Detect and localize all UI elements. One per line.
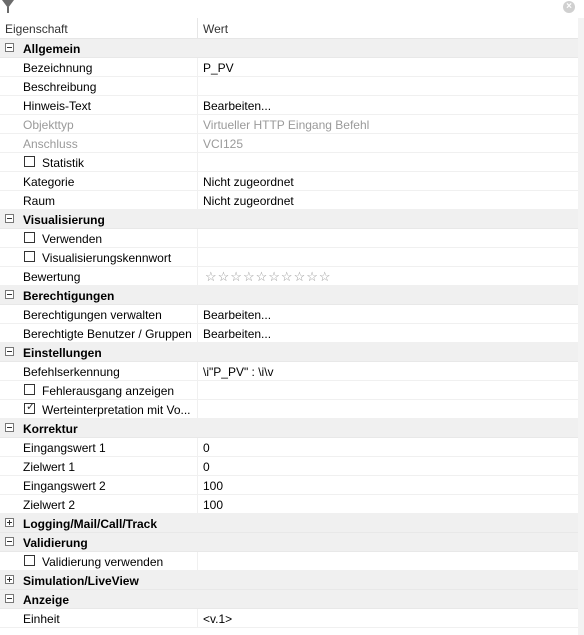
category-label: Allgemein (23, 42, 81, 56)
property-row[interactable] (0, 115, 578, 134)
property-row[interactable] (0, 381, 578, 400)
toolbar (0, 0, 584, 17)
property-row[interactable] (0, 305, 578, 324)
property-value[interactable]: 0 (203, 460, 210, 474)
property-name: Bewertung (23, 270, 81, 284)
property-name: Werteinterpretation mit Vo... (42, 403, 191, 417)
category-row[interactable] (0, 39, 578, 58)
collapse-icon[interactable] (5, 43, 14, 52)
category-label: Anzeige (23, 593, 70, 607)
collapse-icon[interactable] (5, 214, 14, 223)
column-divider (197, 438, 198, 457)
property-name: Berechtigte Benutzer / Gruppen (23, 327, 192, 341)
property-name: Fehlerausgang anzeigen (42, 384, 175, 398)
property-value[interactable]: <v.1> (203, 612, 233, 626)
category-label: Berechtigungen (23, 289, 115, 303)
property-name: Raum (23, 194, 56, 208)
category-row[interactable] (0, 210, 578, 229)
property-value[interactable]: P_PV (203, 61, 234, 75)
column-divider[interactable] (197, 18, 198, 38)
column-divider (197, 115, 198, 134)
checkbox[interactable] (24, 156, 35, 167)
property-name: Anschluss (23, 137, 78, 151)
column-divider (197, 96, 198, 115)
collapse-icon[interactable] (5, 290, 14, 299)
column-divider (197, 229, 198, 248)
property-row[interactable] (0, 153, 578, 172)
check-icon: ✓ (26, 401, 36, 413)
property-name: Eingangswert 1 (23, 441, 106, 455)
property-name: Hinweis-Text (23, 99, 92, 113)
expand-icon[interactable] (5, 518, 14, 527)
column-divider (197, 191, 198, 210)
property-row[interactable] (0, 324, 578, 343)
rating-stars[interactable]: ☆☆☆☆☆☆☆☆☆☆ (205, 269, 332, 284)
expand-icon[interactable] (5, 575, 14, 584)
column-divider (197, 457, 198, 476)
column-header-property[interactable]: Eigenschaft (5, 22, 68, 36)
column-divider (197, 305, 198, 324)
property-name: Einheit (23, 612, 60, 626)
column-divider (197, 552, 198, 571)
property-row[interactable] (0, 77, 578, 96)
category-row[interactable] (0, 590, 578, 609)
column-divider (197, 134, 198, 153)
property-name: Verwenden (42, 232, 103, 246)
property-name: Befehlserkennung (23, 365, 120, 379)
property-grid (0, 39, 578, 628)
property-name: Berechtigungen verwalten (23, 308, 162, 322)
column-divider (197, 172, 198, 191)
column-divider (197, 609, 198, 628)
property-value[interactable]: 100 (203, 498, 224, 512)
property-name: Visualisierungskennwort (42, 251, 172, 265)
collapse-icon[interactable] (5, 347, 14, 356)
filter-icon-stem (7, 7, 9, 13)
clear-icon[interactable]: × (563, 1, 575, 13)
column-divider (197, 381, 198, 400)
property-row[interactable] (0, 552, 578, 571)
property-value[interactable]: Bearbeiten... (203, 308, 272, 322)
category-label: Validierung (23, 536, 88, 550)
category-label: Visualisierung (23, 213, 105, 227)
checkbox[interactable] (24, 384, 35, 395)
property-value[interactable]: Nicht zugeordnet (203, 194, 294, 208)
property-row[interactable] (0, 96, 578, 115)
category-label: Simulation/LiveView (23, 574, 139, 588)
property-name: Bezeichnung (23, 61, 93, 75)
column-divider (197, 362, 198, 381)
checkbox[interactable] (24, 555, 35, 566)
property-value: VCI125 (203, 137, 244, 151)
column-divider (197, 153, 198, 172)
property-value[interactable]: 100 (203, 479, 224, 493)
property-row[interactable] (0, 400, 578, 419)
category-label: Korrektur (23, 422, 78, 436)
property-row[interactable] (0, 58, 578, 77)
collapse-icon[interactable] (5, 537, 14, 546)
property-name: Objekttyp (23, 118, 74, 132)
property-name: Zielwert 1 (23, 460, 76, 474)
grid-header (0, 18, 578, 39)
category-row[interactable] (0, 533, 578, 552)
property-row[interactable] (0, 362, 578, 381)
scrollbar[interactable] (578, 18, 584, 635)
checkbox-checked[interactable] (24, 403, 35, 414)
category-label: Einstellungen (23, 346, 102, 360)
property-name: Eingangswert 2 (23, 479, 106, 493)
category-row[interactable] (0, 514, 578, 533)
property-row[interactable] (0, 495, 578, 514)
property-name: Validierung verwenden (42, 555, 164, 569)
property-value[interactable]: Bearbeiten... (203, 327, 272, 341)
collapse-icon[interactable] (5, 594, 14, 603)
property-value[interactable]: 0 (203, 441, 210, 455)
property-name: Statistik (42, 156, 85, 170)
checkbox[interactable] (24, 232, 35, 243)
property-row[interactable] (0, 609, 578, 628)
property-value[interactable]: \i"P_PV" : \i\v (203, 365, 274, 379)
column-divider (197, 77, 198, 96)
column-divider (197, 248, 198, 267)
property-row[interactable] (0, 134, 578, 153)
property-name: Zielwert 2 (23, 498, 76, 512)
column-divider (197, 476, 198, 495)
property-name: Kategorie (23, 175, 75, 189)
property-row[interactable] (0, 172, 578, 191)
category-row[interactable] (0, 419, 578, 438)
column-divider (197, 267, 198, 286)
property-value[interactable]: Bearbeiten... (203, 99, 272, 113)
category-row[interactable] (0, 343, 578, 362)
column-divider (197, 58, 198, 77)
property-row[interactable] (0, 229, 578, 248)
column-divider (197, 495, 198, 514)
category-row[interactable] (0, 571, 578, 590)
property-row[interactable] (0, 267, 578, 286)
checkbox[interactable] (24, 251, 35, 262)
property-row[interactable] (0, 191, 578, 210)
column-divider (197, 324, 198, 343)
column-header-value[interactable]: Wert (203, 22, 229, 36)
property-row[interactable] (0, 476, 578, 495)
property-row[interactable] (0, 248, 578, 267)
property-value: Virtueller HTTP Eingang Befehl (203, 118, 370, 132)
column-divider (197, 400, 198, 419)
property-row[interactable] (0, 438, 578, 457)
property-row[interactable] (0, 457, 578, 476)
category-label: Logging/Mail/Call/Track (23, 517, 158, 531)
property-value[interactable]: Nicht zugeordnet (203, 175, 294, 189)
category-row[interactable] (0, 286, 578, 305)
property-name: Beschreibung (23, 80, 97, 94)
collapse-icon[interactable] (5, 423, 14, 432)
